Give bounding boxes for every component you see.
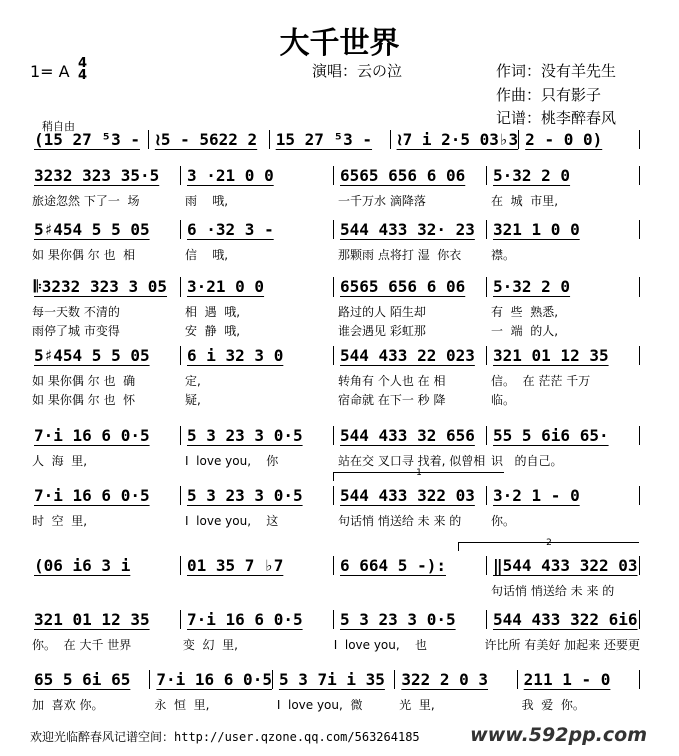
measure: 3232 323 35·5	[28, 166, 181, 185]
measure: 7·i 16 6 0·5	[28, 486, 181, 505]
lyric-segment: 时 空 里,	[32, 514, 88, 528]
tempo-mark: 稍自由	[42, 120, 75, 133]
lyric-segment: 加 喜欢 你。	[32, 698, 104, 712]
composer: 作曲：只有影子	[496, 86, 602, 104]
volta-bracket: 2	[458, 542, 639, 551]
lyric-segment: 一千万水 滴降落	[338, 194, 426, 208]
lyric-segment: 定,	[185, 374, 201, 388]
lyric-segment: 如 果你偶 尔 也 怀	[32, 393, 136, 407]
lyric-segment: 路过的人 陌生却	[338, 305, 426, 319]
key-signature: 1= A	[30, 62, 70, 81]
lyric-segment: 永 恒 里,	[154, 698, 210, 712]
measure: (06 i6 3 i	[28, 556, 181, 575]
lyric-segment: 宿命就 在下一 秒 降	[338, 393, 446, 407]
measure: 6 i 32 3 0	[181, 346, 334, 365]
lyric-segment: 旅途忽然 下了一 场	[32, 194, 140, 208]
measure: ≀5 - 5622 2	[149, 130, 270, 149]
watermark: www.592pp.com	[470, 724, 647, 746]
measure: 5 3 7i i 35	[273, 670, 395, 689]
lyricist: 作词：没有羊先生	[496, 62, 617, 80]
measure: 5 3 23 3 0·5	[334, 610, 487, 629]
lyric-segment: I love you, 也	[333, 638, 427, 652]
lyric-line	[28, 696, 640, 713]
staff-system	[28, 556, 640, 575]
measure: 6565 656 6 06	[334, 166, 487, 185]
measure: 6565 656 6 06	[334, 277, 487, 297]
measure: 15 27 ⁵3 -	[270, 130, 391, 149]
lyric-segment	[28, 582, 181, 599]
measure: 544 433 32· 23	[334, 220, 487, 239]
lyric-segment: I love you, 这	[185, 514, 279, 528]
measure: 65 5 6i 65	[28, 670, 150, 689]
lyric-segment: 一 端 的人,	[491, 324, 559, 338]
measure: 321 01 12 35	[28, 610, 181, 629]
lyric-segment	[334, 582, 487, 599]
lyric-segment: 襟。	[491, 248, 516, 262]
lyric-segment	[181, 582, 334, 599]
measure: 5♯454 5 5 05	[28, 220, 181, 239]
lyric-segment: 句话悄 悄送给 未 来 的	[491, 584, 615, 598]
staff-system	[28, 486, 640, 505]
measure: 6 664 5 -):	[334, 556, 487, 575]
lyric-line	[28, 303, 640, 320]
measure: 321 1 0 0	[487, 220, 640, 239]
lyric-segment: 信 哦,	[185, 248, 229, 262]
singer: 演唱：云の泣	[312, 62, 403, 80]
lyric-line	[28, 391, 640, 408]
lyric-segment: 每一天数 不清的	[32, 305, 120, 319]
lyric-line	[28, 372, 640, 389]
staff-system	[28, 670, 640, 689]
lyric-segment: 你。 在 大千 世界	[32, 638, 132, 652]
lyric-segment: 信。 在 茫茫 千万	[491, 374, 591, 388]
staff-system	[28, 426, 640, 445]
lyric-segment: I love you, 你	[185, 454, 279, 468]
measure: ‖544 433 322 03	[487, 556, 640, 575]
measure: 544 433 322 03	[334, 486, 487, 505]
lyric-segment: 识 的自己。	[491, 454, 563, 468]
lyric-segment: 你。	[491, 514, 516, 528]
measure: 544 433 22 023	[334, 346, 487, 365]
lyric-segment: 谁会遇见 彩虹那	[338, 324, 426, 338]
lyric-line	[28, 512, 640, 529]
measure: 321 01 12 35	[487, 346, 640, 365]
time-sig-top: 4	[78, 56, 88, 71]
lyric-segment: 变 幻 里,	[182, 638, 238, 652]
measure: 544 433 32 656	[334, 426, 487, 445]
measure: ≀7 i 2·5 03♭3	[391, 130, 520, 149]
time-signature	[78, 58, 87, 82]
lyric-segment: 在 城 市里,	[491, 194, 559, 208]
measure: 5·32 2 0	[487, 166, 640, 185]
measure: (15 27 ⁵3 -	[28, 130, 149, 149]
staff-system	[28, 220, 640, 239]
lyric-segment: 相 遇 哦,	[185, 305, 241, 319]
measure: 5♯454 5 5 05	[28, 346, 181, 365]
measure: 6 ·32 3 -	[181, 220, 334, 239]
lyric-segment: I love you, 微	[276, 698, 363, 712]
lyric-segment: 光 里,	[399, 698, 435, 712]
measure: 544 433 322 6i6	[487, 610, 640, 629]
lyric-segment: 如 果你偶 尔 也 相	[32, 248, 136, 262]
lyric-segment: 如 果你偶 尔 也 确	[32, 374, 136, 388]
lyric-segment: 那颗雨 点将打 湿 你衣	[338, 248, 462, 262]
lyric-line	[28, 636, 640, 653]
measure: 5 3 23 3 0·5	[181, 426, 334, 445]
measure: 2 - 0 0)	[519, 130, 640, 149]
time-sig-bottom: 4	[78, 68, 88, 83]
measure: 7·i 16 6 0·5	[150, 670, 273, 689]
measure: 211 1 - 0	[518, 670, 640, 689]
lyric-segment: 有 些 熟悉,	[491, 305, 559, 319]
measure: 7·i 16 6 0·5	[181, 610, 334, 629]
measure: 5 3 23 3 0·5	[181, 486, 334, 505]
measure: 3 ·21 0 0	[181, 166, 334, 185]
lyric-segment: 转角有 个人也 在 相	[338, 374, 446, 388]
lyric-line	[28, 452, 640, 469]
staff-system	[28, 277, 640, 297]
footer-text: 欢迎光临醉春风记谱空间：http://user.qzone.qq.com/563264185	[30, 730, 420, 744]
lyric-segment: 句话悄 悄送给 未 来 的	[338, 514, 462, 528]
lyric-line	[28, 322, 640, 339]
staff-system	[28, 166, 640, 185]
measure: 5·32 2 0	[487, 277, 640, 297]
lyric-line	[28, 246, 640, 263]
measure: 322 2 0 3	[395, 670, 517, 689]
lyric-line	[28, 582, 640, 599]
measure: 01 35 7 ♭7	[181, 556, 334, 575]
lyric-segment: 疑,	[185, 393, 201, 407]
lyric-segment: 人 海 里,	[32, 454, 88, 468]
lyric-segment: 雨停了城 市变得	[32, 324, 120, 338]
staff-system	[28, 610, 640, 629]
lyric-segment: 我 爱 你。	[521, 698, 585, 712]
measure: 3·21 0 0	[181, 277, 334, 297]
lyric-segment: 临。	[491, 393, 516, 407]
measure: 7·i 16 6 0·5	[28, 426, 181, 445]
lyric-segment: 站在交 叉口寻 找着, 似曾相	[338, 454, 486, 468]
staff-system	[28, 346, 640, 365]
measure: 55 5 6i6 65·	[487, 426, 640, 445]
lyric-segment: 安 静 哦,	[185, 324, 241, 338]
lyric-segment: 许比所 有美好 加起来 还要更	[484, 638, 640, 652]
song-title: 大千世界	[279, 26, 400, 61]
lyric-segment: 雨 哦,	[185, 194, 229, 208]
lyric-line	[28, 192, 640, 209]
volta-bracket: 1	[333, 472, 504, 481]
staff-system	[28, 130, 640, 149]
measure: 𝄆3232 323 3 05	[28, 277, 181, 297]
transcriber: 记谱：桃李醉春风	[496, 109, 617, 127]
measure: 3·2 1 - 0	[487, 486, 640, 505]
